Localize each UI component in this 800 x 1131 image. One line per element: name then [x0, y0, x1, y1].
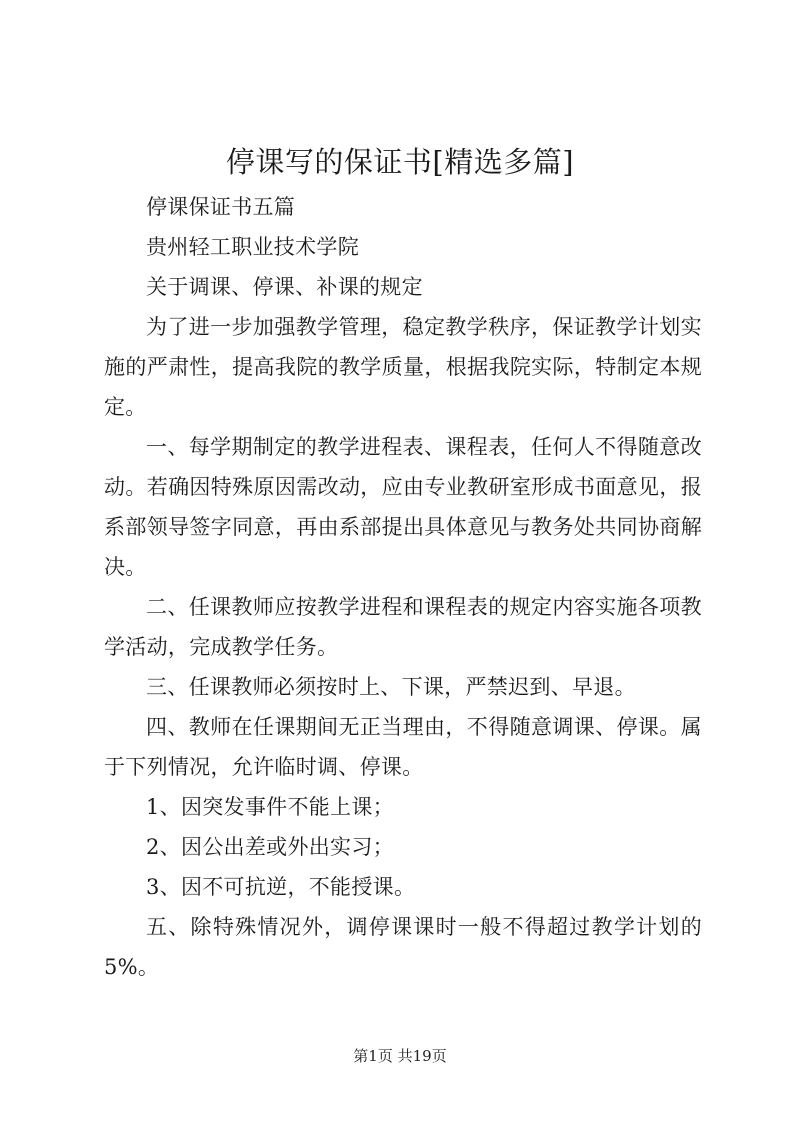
paragraph-item-1: 一、每学期制定的教学进程表、课程表，任何人不得随意改动。若确因特殊原因需改动，应由专业教研室形成书面意见，报系部领导签字同意，再由系部提出具体意见与教务处共同协商解决。 [104, 435, 702, 579]
paragraph-item-5: 五、除特殊情况外，调停课课时一般不得超过教学计划的5%。 [104, 915, 702, 979]
paragraph-regulation-title: 关于调课、停课、补课的规定 [146, 275, 423, 299]
paragraph-intro: 为了进一步加强教学管理，稳定教学秩序，保证教学计划实施的严肃性，提高我院的教学质量，根据我院实际，特制定本规定。 [104, 315, 702, 419]
paragraph-item-3: 三、任课教师必须按时上、下课，严禁迟到、早退。 [146, 675, 636, 699]
document-body [104, 187, 702, 987]
paragraph-item-4: 四、教师在任课期间无正当理由，不得随意调课、停课。属于下列情况，允许临时调、停课。 [104, 715, 702, 779]
paragraph-sub-item-3: 3、因不可抗逆，不能授课。 [146, 875, 416, 899]
page-number-footer: 第1页 共19页 [353, 1047, 447, 1065]
paragraph-subtitle: 停课保证书五篇 [146, 195, 296, 219]
paragraph-sub-item-1: 1、因突发事件不能上课； [146, 795, 394, 819]
paragraph-institution: 贵州轻工职业技术学院 [146, 235, 359, 259]
paragraph-sub-item-2: 2、因公出差或外出实习； [146, 835, 394, 859]
document-title: 停课写的保证书[精选多篇] [225, 145, 575, 179]
paragraph-item-2: 二、任课教师应按教学进程和课程表的规定内容实施各项教学活动，完成教学任务。 [104, 595, 702, 659]
